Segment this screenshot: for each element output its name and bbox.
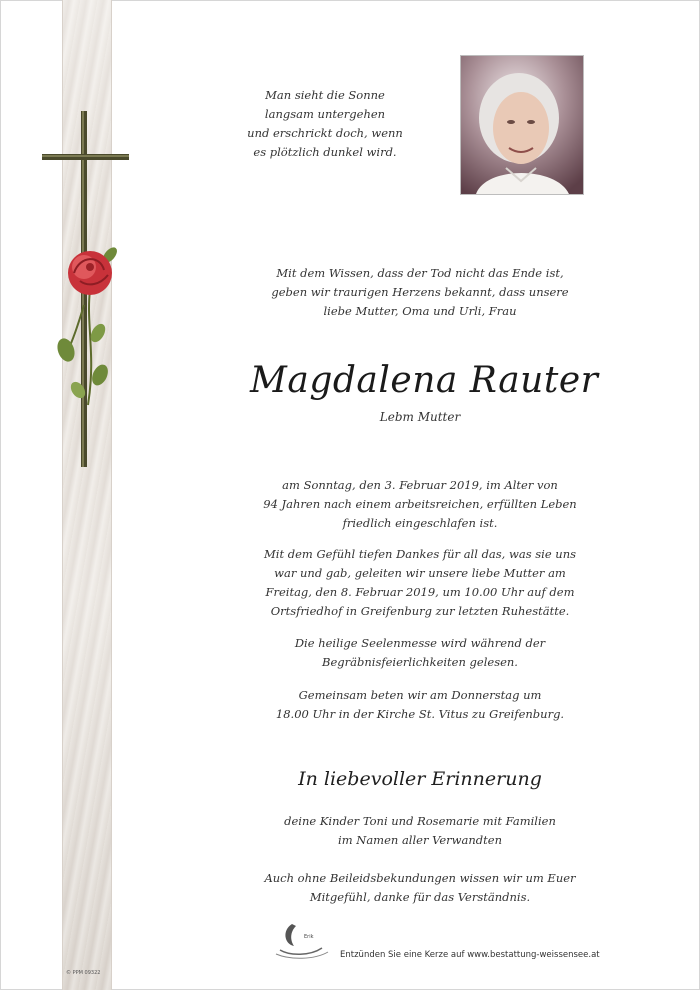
poem-line: Man sieht die Sonne: [265, 88, 385, 102]
candle-link[interactable]: Entzünden Sie eine Kerze auf www.bestattung-weissensee.at: [340, 950, 600, 960]
text-line: war und gab, geleiten wir unsere liebe Mutter am: [274, 566, 566, 580]
text-line: Die heilige Seelenmesse wird während der: [294, 636, 546, 650]
portrait-photo: [460, 55, 584, 195]
poem-line: es plötzlich dunkel wird.: [253, 145, 397, 159]
intro-line: liebe Mutter, Oma und Urli, Frau: [323, 304, 517, 318]
family-signature: [250, 812, 590, 850]
text-line: am Sonntag, den 3. Februar 2019, im Alter von: [282, 478, 558, 492]
mass-notice: [250, 634, 590, 672]
text-line: Mit dem Gefühl tiefen Dankes für all das, was sie uns: [263, 547, 577, 561]
text-line: Ortsfriedhof in Greifenburg zur letzten Ruhestätte.: [270, 604, 570, 618]
portrait-image: [461, 56, 583, 194]
funeral-home-logo-icon: [270, 920, 334, 960]
deceased-nickname: Lebm Mutter: [379, 410, 461, 424]
text-line: Freitag, den 8. Februar 2019, um 10.00 Uhr auf dem: [265, 585, 575, 599]
condolence-note: [250, 869, 590, 907]
memory-heading: In liebevoller Erinnerung: [298, 768, 542, 790]
deceased-name: Magdalena Rauter: [250, 360, 599, 401]
poem-line: und erschrickt doch, wenn: [247, 126, 403, 140]
intro-text: [250, 264, 590, 321]
text-line: Gemeinsam beten wir am Donnerstag um: [298, 688, 542, 702]
text-line: im Namen aller Verwandten: [338, 833, 502, 847]
intro-line: geben wir traurigen Herzens bekannt, dass unsere: [271, 285, 569, 299]
copyright-label: © PPM 09322: [66, 970, 101, 976]
text-line: Mitgefühl, danke für das Verständnis.: [309, 890, 531, 904]
text-line: friedlich eingeschlafen ist.: [342, 516, 498, 530]
text-line: 18.00 Uhr in der Kirche St. Vitus zu Greifenburg.: [275, 707, 565, 721]
text-line: Begräbnisfeierlichkeiten gelesen.: [322, 655, 518, 669]
prayer-notice: [250, 686, 590, 724]
death-notice: [250, 476, 590, 533]
text-line: Auch ohne Beileidsbekundungen wissen wir um Euer: [264, 871, 576, 885]
poem: [240, 86, 410, 162]
poem-line: langsam untergehen: [264, 107, 386, 121]
text-line: deine Kinder Toni und Rosemarie mit Familien: [284, 814, 556, 828]
svg-text:Erik: Erik: [304, 934, 314, 940]
intro-line: Mit dem Wissen, dass der Tod nicht das Ende ist,: [276, 266, 564, 280]
funeral-notice: [250, 545, 590, 621]
cross-with-rose-icon: [38, 105, 133, 475]
text-line: 94 Jahren nach einem arbeitsreichen, erfüllten Leben: [263, 497, 577, 511]
